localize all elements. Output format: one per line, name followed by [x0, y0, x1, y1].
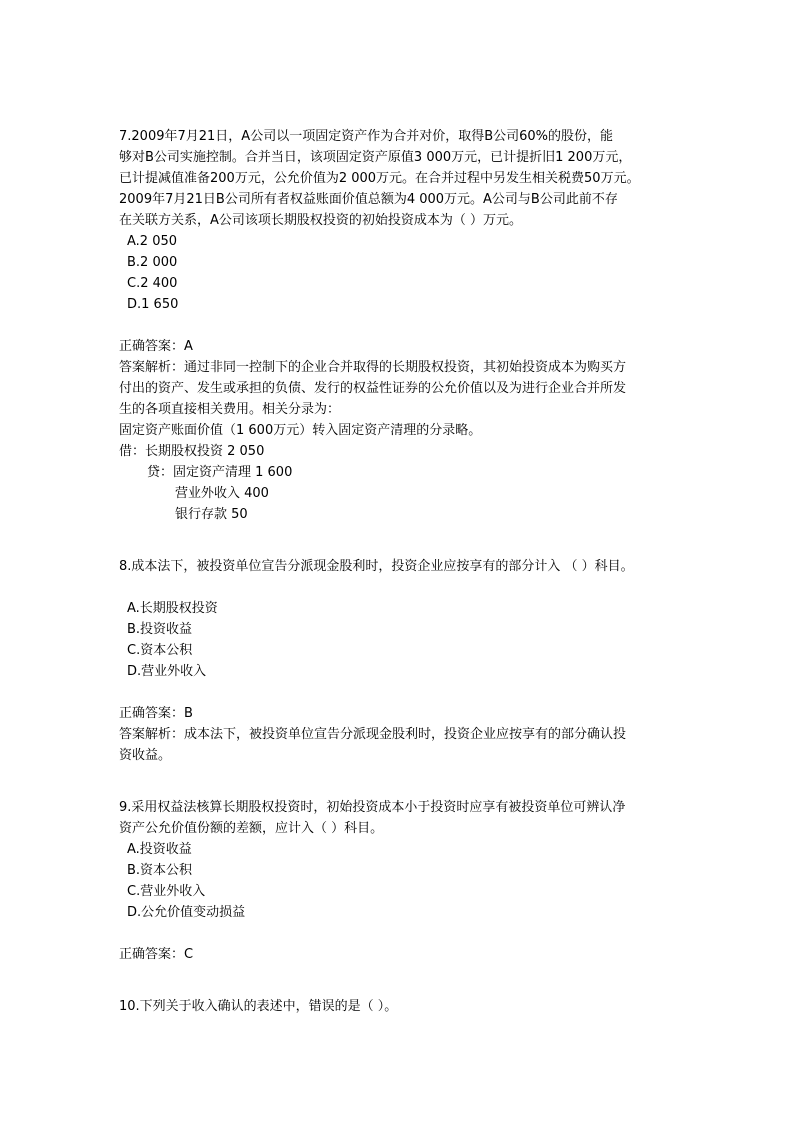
answer-analysis-line: 答案解析：成本法下，被投资单位宣告分派现金股利时，投资企业应按享有的部分确认投	[119, 727, 627, 742]
question-8-option-a: A.长期股权投资	[127, 601, 218, 616]
journal-entry-debit: 借：长期股权投资 2 050	[119, 444, 265, 459]
correct-answer: 正确答案：B	[119, 706, 193, 721]
exam-page	[119, 126, 679, 1017]
correct-answer: 正确答案：C	[119, 947, 194, 962]
question-9-option-b: B.资本公积	[127, 863, 193, 878]
journal-entry-credit: 贷：固定资产清理 1 600	[147, 465, 293, 480]
question-8-option-d: D.营业外收入	[127, 664, 207, 679]
question-9-line: 9.采用权益法核算长期股权投资时，初始投资成本小于投资时应享有被投资单位可辨认净	[119, 800, 626, 815]
question-9	[119, 797, 679, 923]
question-10-line: 10.下列关于收入确认的表述中，错误的是（ ）。	[119, 999, 398, 1014]
question-7-line: 在关联方关系，A公司该项长期股权投资的初始投资成本为（ ）万元。	[119, 213, 523, 228]
question-9-line: 资产公允价值份额的差额，应计入（ ）科目。	[119, 821, 384, 836]
question-8	[119, 556, 679, 682]
question-7-line: 7.2009年7月21日，A公司以一项固定资产作为合并对价，取得B公司60%的股份，能	[119, 129, 614, 144]
question-9-option-a: A.投资收益	[127, 842, 192, 857]
question-9-option-d: D.公允价值变动损益	[127, 905, 246, 920]
question-7-line: 够对B公司实施控制。合并当日，该项固定资产原值3 000万元，已计提折旧1 200万元，	[119, 150, 632, 165]
question-9-option-c: C.营业外收入	[127, 884, 206, 899]
correct-answer: 正确答案：A	[119, 339, 193, 354]
journal-entry-credit: 营业外收入 400	[175, 486, 269, 501]
answer-analysis-line: 答案解析：通过非同一控制下的企业合并取得的长期股权投资，其初始投资成本为购买方	[119, 360, 627, 375]
question-7-option-c: C.2 400	[127, 276, 178, 291]
question-7-line: 2009年7月21日B公司所有者权益账面价值总额为4 000万元。A公司与B公司此前不存	[119, 192, 618, 207]
question-7-option-d: D.1 650	[127, 297, 179, 312]
question-10	[119, 996, 679, 1017]
question-8-line: 8.成本法下，被投资单位宣告分派现金股利时，投资企业应按享有的部分计入 （ ）科目。	[119, 559, 634, 574]
journal-entry-credit: 银行存款 50	[175, 507, 248, 522]
question-7-option-b: B.2 000	[127, 255, 178, 270]
answer-analysis-line: 固定资产账面价值（1 600万元）转入固定资产清理的分录略。	[119, 423, 482, 438]
question-8-answer	[119, 703, 679, 766]
question-7-answer	[119, 336, 679, 525]
answer-analysis-line: 资收益。	[119, 748, 172, 763]
question-7-option-a: A.2 050	[127, 234, 178, 249]
question-9-answer	[119, 944, 679, 965]
answer-analysis-line: 付出的资产、发生或承担的负债、发行的权益性证券的公允价值以及为进行企业合并所发	[119, 381, 627, 396]
question-7-line: 已计提减值准备200万元，公允价值为2 000万元。在合并过程中另发生相关税费50万元。	[119, 171, 640, 186]
question-8-option-c: C.资本公积	[127, 643, 193, 658]
question-8-option-b: B.投资收益	[127, 622, 193, 637]
question-7	[119, 126, 679, 315]
answer-analysis-line: 生的各项直接相关费用。相关分录为：	[119, 402, 341, 417]
